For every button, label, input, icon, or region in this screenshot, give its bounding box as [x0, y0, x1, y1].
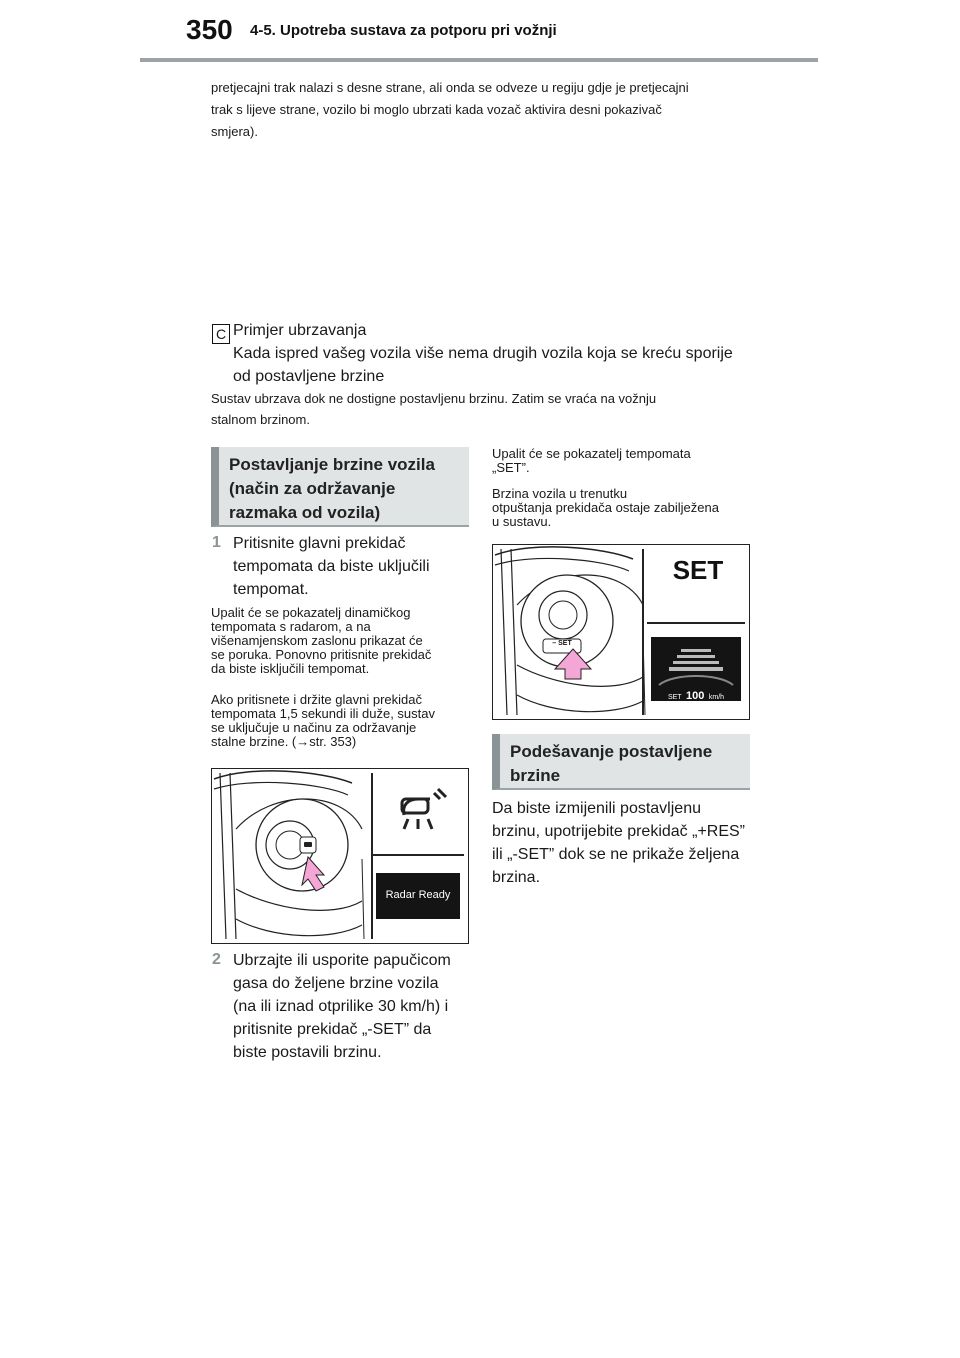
note-line: u sustavu. [492, 514, 552, 529]
body-line: Da biste izmijenili postavljenu [492, 800, 701, 817]
note-line: otpuštanja prekidača ostaje zabilježena [492, 500, 719, 515]
example-title-line: Primjer ubrzavanja [233, 322, 367, 339]
figure-set-switch [492, 544, 750, 720]
body-line: brzina. [492, 869, 541, 886]
note-line: višenamjenskom zaslonu prikazat će [211, 633, 423, 648]
step-line: Pritisnite glavni prekidač [233, 535, 406, 552]
body-line: ili „-SET” dok se ne prikaže željena [492, 846, 740, 863]
example-title-line: Kada ispred vašeg vozila više nema drugih vozila koja se kreću sporije [233, 345, 733, 362]
step-number: 2 [212, 951, 221, 968]
speed-memory-note [492, 487, 754, 529]
step-line: gasa do željene brzine vozila [233, 975, 439, 992]
step-line: tempomat. [233, 581, 309, 598]
note-line: stalne brzine. (→str. 353) [211, 734, 357, 749]
note-line: tempomata s radarom, a na [211, 619, 371, 634]
section-heading-set-speed [211, 447, 469, 527]
example-body-line: Sustav ubrzava dok ne dostigne postavljenu brzinu. Zatim se vraća na vožnju [211, 391, 657, 406]
figure-main-switch-illustration [212, 769, 468, 943]
radar-cruise-indicator-icon [402, 789, 446, 829]
display-message: Radar Ready [385, 889, 451, 901]
note-line: se poruka. Ponovno pritisnite prekidač [211, 647, 432, 662]
step-line: biste postavili brzinu. [233, 1044, 382, 1061]
intro-line: pretjecajni trak nalazi s desne strane, ali onda se odveze u regiju gdje je pretjecajni [211, 80, 689, 95]
intro-line: smjera). [211, 124, 258, 139]
note-line: Ako pritisnete i držite glavni prekidač [211, 692, 422, 707]
set-switch-label: – SET [552, 640, 572, 647]
mini-set-label: SET [667, 694, 682, 701]
intro-paragraph [211, 77, 771, 143]
set-speed-readout [651, 686, 741, 704]
example-title [233, 319, 773, 388]
adjust-speed-body [492, 797, 756, 889]
note-line: Brzina vozila u trenutku [492, 486, 628, 501]
set-label: SET [672, 555, 724, 585]
heading-line: Postavljanje brzine vozila [229, 455, 435, 474]
intro-line: trak s lijeve strane, vozilo bi moglo ubrzati kada vozač aktivira desni pokazivač [211, 102, 662, 117]
header-rule [140, 58, 818, 62]
note-line: Upalit će se pokazatelj tempomata [492, 446, 691, 461]
set-speed-value: 100 [686, 690, 705, 702]
example-body-line: stalnom brzinom. [211, 412, 310, 427]
heading-line: razmaka od vozila) [229, 503, 381, 522]
step-number: 1 [212, 534, 221, 551]
step-1-note [211, 606, 471, 676]
speed-unit: km/h [708, 694, 725, 701]
note-line: „SET”. [492, 460, 530, 475]
step-1-text [233, 532, 473, 601]
step-1-note-2 [211, 693, 471, 749]
step-line: (na ili iznad otprilike 30 km/h) i [233, 998, 449, 1015]
example-body [211, 388, 771, 430]
note-line: da biste isključili tempomat. [211, 661, 370, 676]
example-marker: C [212, 324, 230, 344]
step-line: Ubrzajte ili usporite papučicom [233, 952, 451, 969]
set-indicator-note [492, 447, 752, 475]
note-line: se uključuje u načinu za održavanje [211, 720, 417, 735]
chapter-title: 4-5. Upotreba sustava za potporu pri vožnji [250, 22, 557, 39]
heading-line: (način za održavanje [229, 479, 396, 498]
page-number: 350 [186, 14, 233, 45]
step-line: tempomata da biste uključili [233, 558, 430, 575]
section-heading-adjust-speed [492, 734, 750, 790]
figure-main-switch [211, 768, 469, 944]
heading-line: Podešavanje postavljene [510, 742, 713, 761]
heading-line: brzine [510, 766, 561, 785]
note-line: Upalit će se pokazatelj dinamičkog [211, 605, 411, 620]
example-title-line: od postavljene brzine [233, 368, 385, 385]
step-line: pritisnite prekidač „-SET” da [233, 1021, 432, 1038]
radar-cruise-icon [304, 842, 312, 847]
step-2-text [233, 949, 473, 1064]
body-line: brzinu, upotrijebite prekidač „+RES” [492, 823, 746, 840]
note-line: tempomata 1,5 sekundi ili duže, sustav [211, 706, 436, 721]
